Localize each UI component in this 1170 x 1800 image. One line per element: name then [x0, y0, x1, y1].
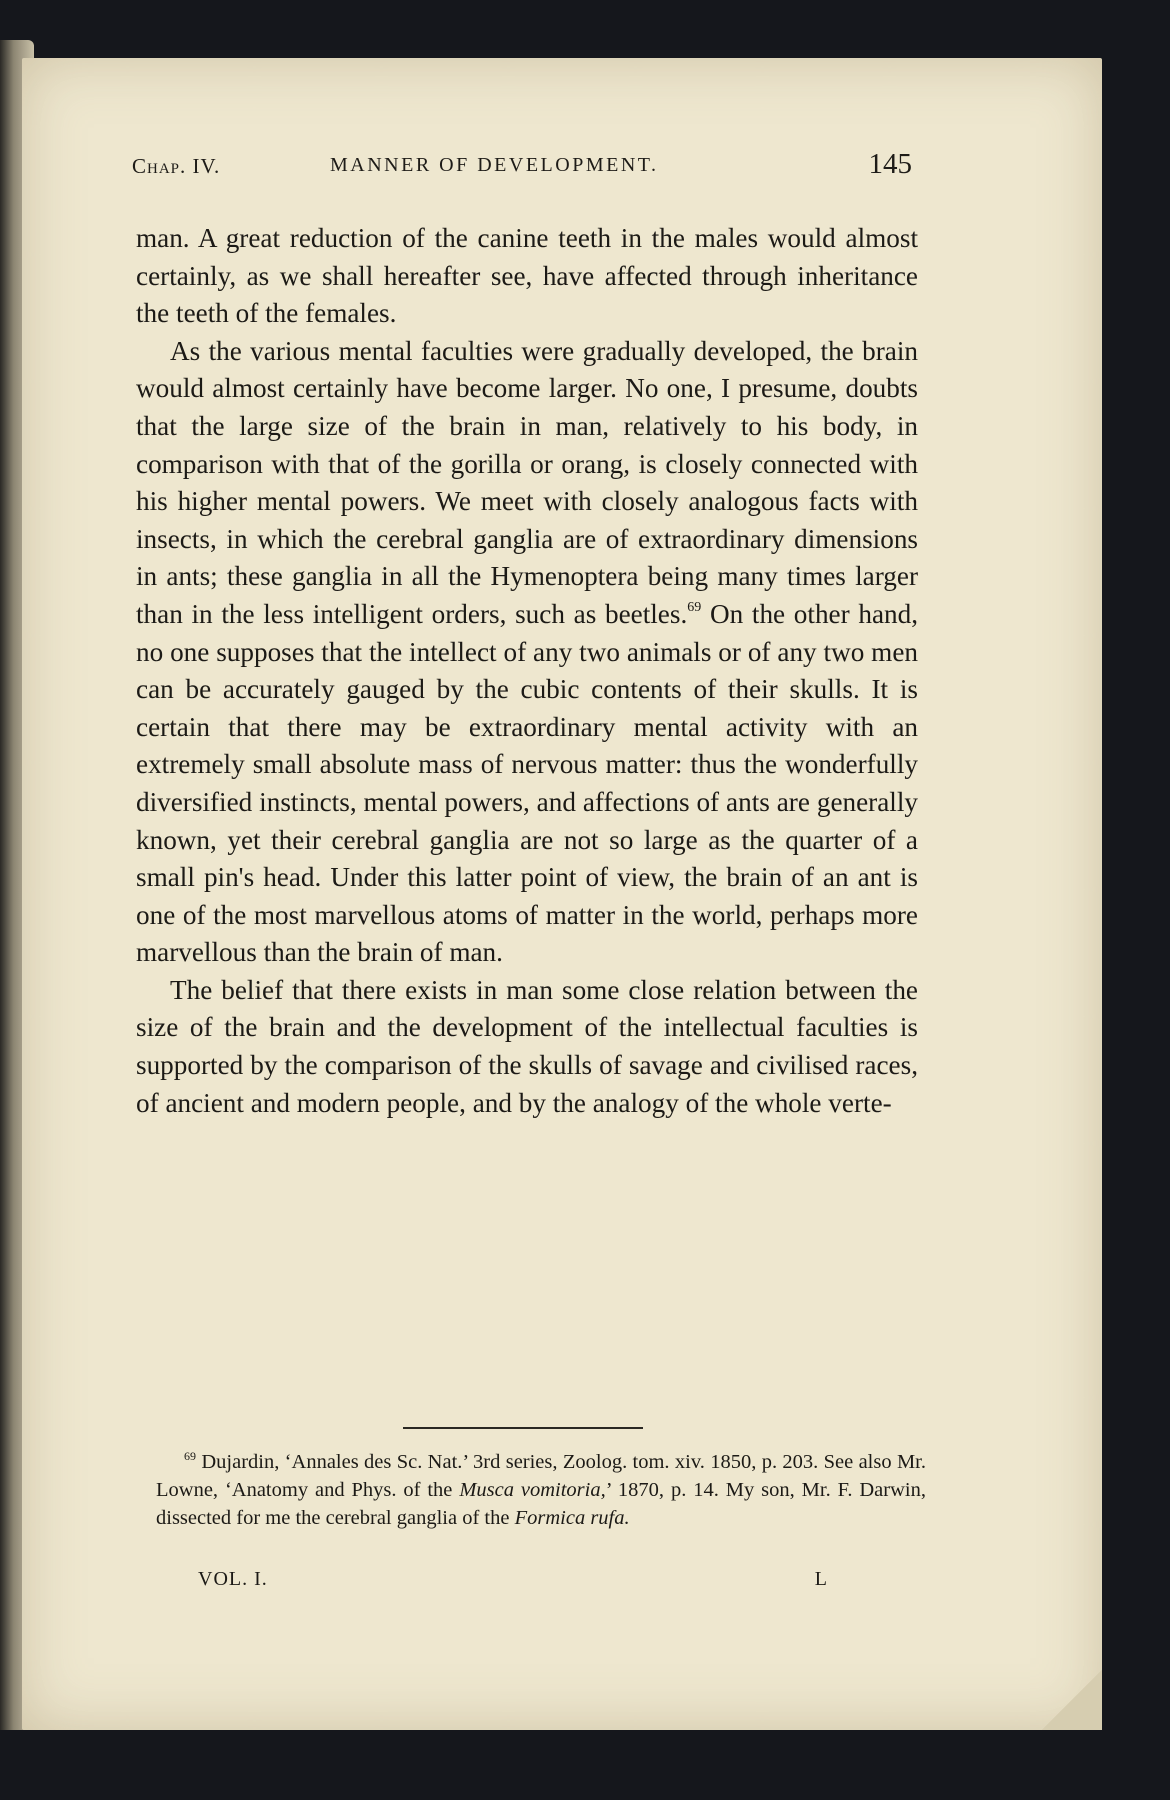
running-header [132, 148, 912, 188]
chapter-label: Chap. IV. [132, 154, 221, 178]
page-number: 145 [868, 148, 912, 180]
footnote-italic-1: Musca vomitoria, [459, 1479, 606, 1501]
page-footer [198, 1568, 828, 1598]
footnote-text-2: ’ 1870, p. 14. My son, Mr. F. Darwin, dissected for me the cerebral ganglia of the [156, 1479, 926, 1529]
volume-label: VOL. I. [198, 1568, 268, 1590]
footnote-number: 69 [184, 1449, 196, 1463]
page-corner-fold [1042, 1670, 1102, 1730]
footnote-paragraph [156, 1448, 926, 1532]
paragraph-3: The belief that there exists in man some close relation between the size of the brain and the development of the intellectual faculties is supported by the comparison of the skulls of savage and civilised races, of ancient and modern people, and by the analogy of the whole verte- [136, 974, 918, 1118]
paragraph-2-part-1: As the various mental faculties were gradually developed, the brain would almost certainly have become larger. No one, I presume, doubts that the large size of the brain in man, relatively to his body, in comparison with that of the gorilla or orang, is closely connected with his higher mental powers. We meet with closely analogous facts with insects, in which the cerebral ganglia are of extraordinary dimensions in ants; these ganglia in all the Hymenoptera being many times larger than in the less intelligent orders, such as beetles. [136, 335, 918, 629]
footnote-reference[interactable]: 69 [687, 599, 702, 615]
signature-mark: L [814, 1568, 828, 1590]
body-text [136, 220, 918, 1122]
footnote [156, 1448, 926, 1532]
running-title: MANNER OF DEVELOPMENT. [330, 154, 659, 176]
paragraph-1: man. A great reduction of the canine teeth in the males would almost certainly, as we shall hereafter see, have affected through inheritance the teeth of the females. [136, 223, 918, 329]
paragraph-2 [136, 333, 918, 972]
footnote-text-1: Dujardin, ‘Annales des Sc. Nat.’ 3rd series, Zoolog. tom. xiv. 1850, p. 203. See also Mr. Lowne, ‘Anatomy and Phys. of the [156, 1451, 926, 1501]
footnote-italic-2: Formica rufa. [514, 1507, 630, 1529]
footnote-divider [403, 1427, 643, 1429]
paragraph-2-part-2: On the other hand, no one supposes that the intellect of any two animals or of any two men can be accurately gauged by the cubic contents of their skulls. It is certain that there may be extraordinary mental activity with an extremely small absolute mass of nervous matter: thus the wonderfully diversified instincts, mental powers, and affections of ants are generally known, yet their cerebral ganglia are not so large as the quarter of a small pin's head. Under this latter point of view, the brain of an ant is one of the most marvellous atoms of matter in the world, perhaps more marvellous than the brain of man. [136, 598, 918, 968]
